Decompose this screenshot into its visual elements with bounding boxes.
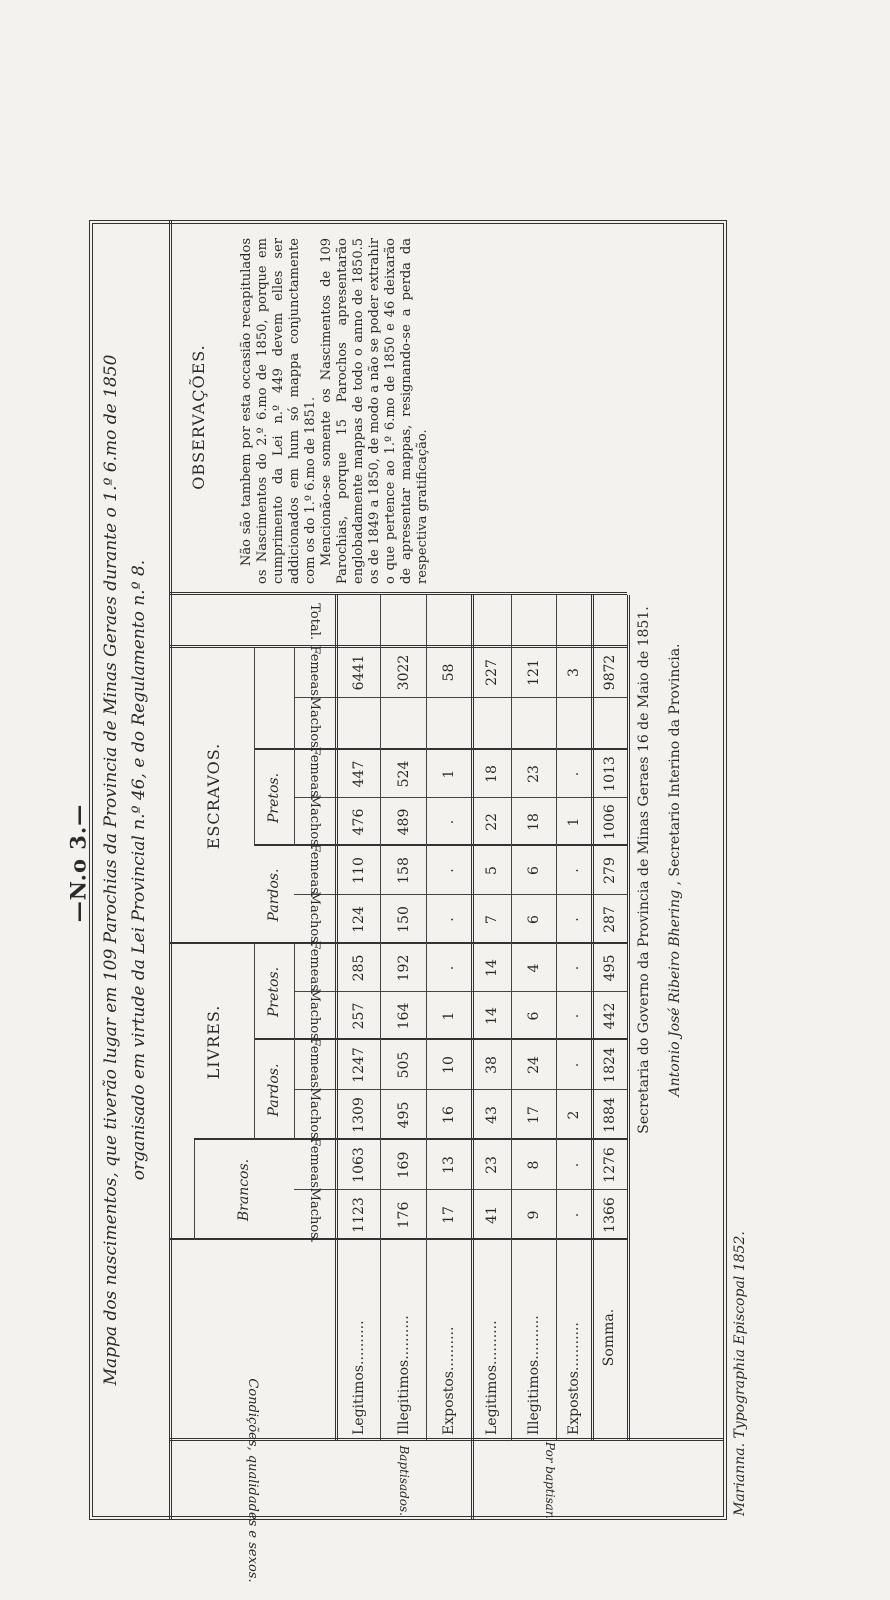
col-femeas-header: Femeas. [306,1037,322,1093]
group-baptisados-cell [337,1441,471,1520]
sum-cell: 279 [602,857,618,884]
table-cell: 495 [395,1101,412,1129]
table-cell: 5 [484,866,500,875]
table-cell: 14 [484,1007,500,1025]
table-cell: 285 [350,954,367,982]
sex-header-cell [294,940,334,996]
table-cell: 524 [395,760,412,788]
table-cell: 6 [526,1011,542,1021]
sex-header-cell [294,1137,334,1193]
table-cell: 3022 [395,654,412,691]
table-cell: 1 [441,1011,457,1021]
sum-label: Somma. [601,1308,617,1367]
escravos-header: ESCRAVOS. [203,742,223,850]
row-label: Illegitimos.......... [395,1315,412,1435]
table-cell: . [441,965,457,971]
quality-brancos: Brancos. [236,1158,252,1222]
table-cell: . [441,917,457,922]
table-cell: 16 [441,1106,457,1124]
sum-cell: 287 [602,906,618,933]
imprint: Marianna. Typographia Episcopal 1852. [732,1231,748,1516]
table-cell: 169 [395,1151,412,1179]
table-cell: . [566,1013,582,1019]
table-cell: 1063 [350,1147,367,1183]
table-cell: 447 [350,760,367,788]
group-por-baptisar-cell [473,1441,627,1520]
table-cell: 1 [441,769,457,779]
table-cell: 24 [526,1056,542,1074]
col-machos-header: Machos. [306,988,322,1044]
sex-header-cell [294,1087,334,1143]
quality-livres-pretos: Pretos. [266,966,282,1018]
row-label: Legitimos.......... [484,1320,500,1435]
sex-header-cell [294,698,334,750]
observations-text [239,238,431,584]
quality-escravos-pardos: Pardos. [266,868,282,922]
table-cell: . [441,868,457,873]
sum-cell: 1013 [602,756,618,792]
sex-header-cell [294,891,334,948]
observation-paragraph-1: Não são tambem por esta occasião recapitulados os Nascimentos do 2.º 6.mo de 1850, porque em cumprimento da Lei n.º 449 devem elles ser addicionados em hum só mappa conjunctamente com os do 1.º 6.mo de 1851. [239,238,318,584]
sex-header-cell [294,794,334,850]
sum-cell: 495 [602,954,618,982]
table-cell: . [566,917,582,922]
signatory-role: , Secretario Interino da Provincia. [667,643,683,886]
table-cell: 6441 [350,654,367,691]
sum-cell: 1824 [602,1047,618,1083]
sum-cell: 9872 [602,654,618,691]
table-cell: . [566,771,582,777]
table-cell: 158 [395,857,412,884]
col-femeas-header: Femeas. [306,1137,322,1193]
title-line-2: organisado em virtude da Lei Provincial n.º 46, e do Regulamento n.º 8. [129,559,149,1181]
group-por-baptisar: Por baptisar. [543,1441,557,1520]
table-cell: 505 [395,1051,412,1079]
table-cell: 18 [526,813,542,831]
col-femeas-header: Femeas. [306,746,322,802]
quality-livres-pardos: Pardos. [266,1063,282,1117]
signatory-name: Antonio José Ribeiro Bhering [667,889,683,1097]
sum-cell: 1884 [602,1097,618,1133]
table-cell: 43 [484,1106,500,1124]
livres-header: LIVRES. [203,1004,223,1080]
table-cell: 6 [526,915,542,924]
table-cell: 17 [441,1206,457,1224]
title-rule [169,220,172,1520]
grid-line-sum-bottom [627,595,630,1441]
sum-cell: 1366 [602,1197,618,1233]
col-machos-header: Machos. [306,1087,322,1143]
table-cell: . [566,1062,582,1068]
page-number: —N.o 3.— [65,803,91,923]
table-cell: 124 [350,906,367,933]
col-femeas-header: Femeas. [306,843,322,898]
table-cell: 58 [441,663,457,682]
table-cell: 10 [441,1056,457,1074]
col-machos-header: Machos. [306,794,322,850]
sum-cell: 1006 [602,804,618,840]
table-cell: 489 [395,808,412,836]
sex-header-cell [294,1037,334,1093]
col-machos-header: Machos. [306,1187,322,1243]
table-cell: 1123 [350,1197,367,1233]
table-cell: 150 [395,906,412,933]
table-cell: . [566,868,582,873]
table-cell: 1 [566,817,582,827]
table-cell: 8 [526,1160,542,1170]
row-label: Expostos........... [566,1322,582,1435]
secretaria-line: Secretaria do Governo da Provincia de Minas Geraes 16 de Maio de 1851. [636,606,652,1134]
col-femeas-header: Femeas. [306,645,322,701]
table-cell: 6 [526,866,542,875]
table-cell: . [566,1162,582,1168]
table-cell: 227 [484,659,500,686]
col-total-header: Total. [306,603,322,640]
sex-header-cell [294,645,334,701]
table-cell: 1247 [350,1047,367,1083]
table-cell: 7 [484,915,500,924]
table-cell: . [566,1212,582,1218]
table-cell: 1309 [350,1097,367,1133]
quality-escravos-pretos: Pretos. [266,772,282,824]
table-cell: 476 [350,808,367,836]
table-cell: 13 [441,1156,457,1174]
table-cell: 18 [484,765,500,783]
table-cell: 23 [484,1156,500,1174]
row-label: Legitimos.......... [350,1320,367,1435]
table-cell: 110 [350,857,367,884]
col-femeas-header: Femeas. [306,940,322,996]
sex-header-cell [294,988,334,1044]
table-cell: 17 [526,1106,542,1124]
table-cell: 38 [484,1056,500,1074]
document-title [97,235,153,1505]
table-cell: 2 [566,1110,582,1120]
conditions-header: Condições, qualidades e sexos. [245,1378,261,1583]
births-table-document [89,220,748,1583]
title-line-1: Mappa dos nascimentos, que tiverão lugar em 109 Parochias da Provincia de Minas Geraes durante o 1.º 6.mo de 1850 [101,354,121,1386]
signature-line [667,220,683,1520]
col-machos-header: Machos. [306,891,322,948]
table-cell: 23 [526,765,542,783]
col-machos-header: Machos. [306,696,322,752]
table-cell: 41 [484,1206,500,1224]
table-cell: . [441,819,457,825]
row-label: Illegitimos.......... [526,1315,542,1435]
sum-cell: 442 [602,1002,618,1030]
observation-paragraph-2: Mencionão-se somente os Nascimentos de 109 Parochias, porque 15 Parochos apresentarão englobadamente mappas de todo o anno de 1850.5 os de 1849 a 1850, de modo a não se poder extrahir o que pertence ao 1.º 6.mo de 1850 e 46 deixarão de apresentar mappas, resignando-se a perda da respectiva gratificação. [319,238,430,584]
table-cell: 9 [526,1210,542,1220]
sex-header-cell [294,746,334,802]
table-cell: . [566,965,582,971]
sex-header-cell [294,1187,334,1243]
table-cell: 121 [526,659,542,686]
observations-title: OBSERVAÇÕES. [189,344,208,490]
row-label: Expostos.......... [441,1326,457,1435]
sum-cell: 1276 [602,1147,618,1183]
table-cell: 257 [350,1002,367,1030]
table-cell: 4 [526,963,542,973]
table-cell: 192 [395,954,412,982]
total-header-cell [294,595,334,648]
sex-header-cell [294,843,334,898]
table-cell: 164 [395,1002,412,1030]
table-cell: 3 [566,668,582,677]
table-cell: 14 [484,959,500,977]
table-cell: 22 [484,813,500,831]
table-cell: 176 [395,1201,412,1229]
group-baptisados: Baptisados. [397,1445,411,1516]
